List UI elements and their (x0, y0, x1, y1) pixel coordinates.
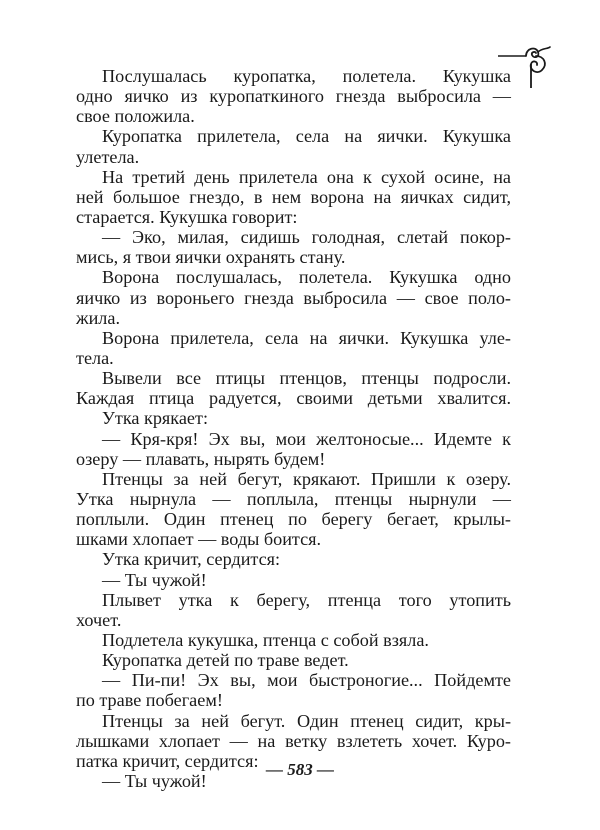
text-line: одно яичко из куропаткиного гнезда выбросила — (76, 86, 511, 107)
text-line: свое положила. (76, 106, 195, 127)
text-line: Вывели все птицы птенцов, птенцы подросли. (102, 368, 511, 389)
text-line: Каждая птица радуется, своими детьми хвалится. (76, 388, 511, 409)
text-line: Ворона послушалась, полетела. Кукушка одно (102, 267, 511, 288)
text-line: Ворона прилетела, села на яички. Кукушка уле- (102, 327, 511, 348)
text-line: — Пи-пи! Эх вы, мои быстроногие... Пойдемте (102, 670, 511, 691)
text-line: Утка нырнула — поплыла, птенцы нырнули — (76, 488, 511, 509)
text-line: — Ты чужой! (102, 770, 207, 791)
text-line: тела. (76, 347, 114, 368)
text-line: жила. (76, 307, 120, 328)
text-line: шками хлопает — воды боится. (76, 529, 322, 550)
text-line: по траве побегаем! (76, 690, 223, 711)
text-line: — Кря-кря! Эх вы, мои желтоносые... Идемте к (102, 428, 511, 449)
text-line: мись, я твои яички охранять стану. (76, 247, 346, 268)
text-line: озеру — плавать, нырять будем! (76, 448, 326, 469)
text-line: Утка крякает: (102, 408, 209, 429)
text-line: патка кричит, сердится: (76, 750, 259, 771)
text-line: яичко из вороньего гнезда выбросила — свое поло- (76, 287, 511, 308)
text-line: старается. Кукушка говорит: (76, 206, 298, 227)
text-line: Плывет утка к берегу, птенца того утопить (102, 589, 511, 610)
text-line: Птенцы за ней бегут, крякают. Пришли к озеру. (102, 468, 511, 489)
text-line: — Ты чужой! (102, 569, 207, 590)
text-line: На третий день прилетела она к сухой осине, на (102, 166, 511, 187)
page-number: — 583 — (266, 760, 334, 779)
text-line: Утка кричит, сердится: (102, 549, 281, 570)
text-line: поплыли. Один птенец по берегу бегает, крылы- (76, 509, 511, 530)
text-line: хочет. (76, 609, 122, 630)
body-text (76, 66, 511, 791)
text-line: — Эко, милая, сидишь голодная, слетай покор- (102, 227, 511, 248)
text-line: Куропатка прилетела, села на яички. Кукушка (102, 126, 511, 147)
text-line: Куропатка детей по траве ведет. (102, 650, 349, 671)
text-line: Птенцы за ней бегут. Один птенец сидит, кры- (102, 710, 511, 731)
text-line: ней большое гнездо, в нем ворона на яичках сидит, (76, 186, 511, 207)
text-line: улетела. (76, 146, 140, 167)
text-line: Подлетела кукушка, птенца с собой взяла. (102, 629, 429, 650)
text-line: Послушалась куропатка, полетела. Кукушка (102, 66, 511, 86)
text-line: лышками хлопает — на ветку взлететь хочет. Куро- (76, 730, 511, 751)
